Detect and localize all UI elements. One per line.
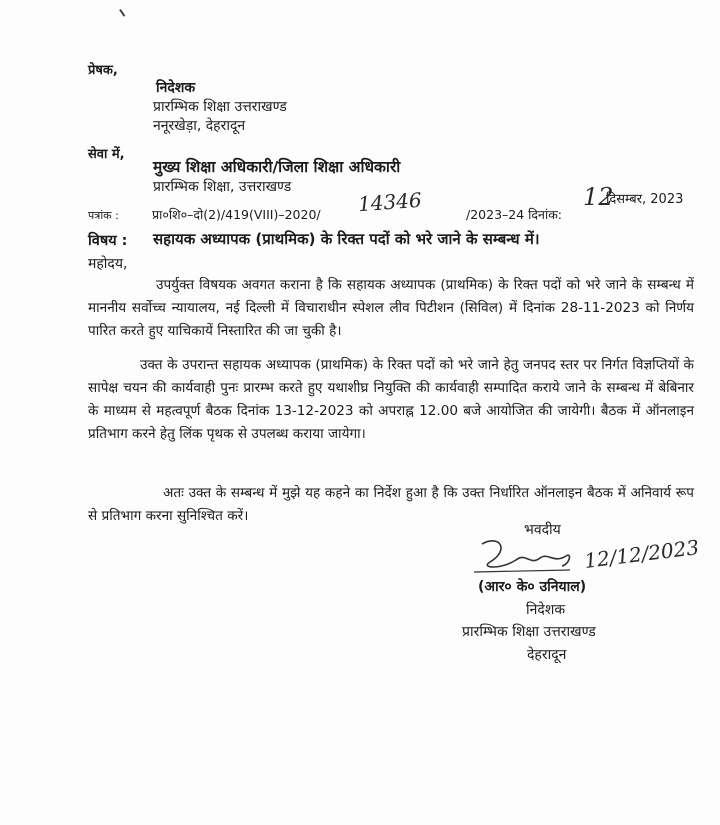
recipient-office: प्रारम्भिक शिक्षा, उत्तराखण्ड [153, 179, 292, 195]
sender-address: ननूरखेड़ा, देहरादून [153, 118, 246, 134]
reference-date: दिसम्बर, 2023 [606, 192, 684, 207]
sender-label: प्रेषक, [88, 63, 118, 78]
recipient-designation: मुख्य शिक्षा अधिकारी/जिला शिक्षा अधिकारी [153, 158, 401, 176]
signatory-name: (आर० के० उनियाल) [478, 579, 587, 595]
signature-scribble [470, 530, 580, 580]
subject-label: विषय : [88, 233, 128, 249]
body-paragraph-3: अतः उक्त के सम्बन्ध में मुझे यह कहने का निर्देश हुआ है कि उक्त निर्धारित ऑनलाइन बैठक में अनिवार्य रूप से प्रतिभाग करना सुनिश्चित करें। [88, 485, 694, 524]
reference-handwritten-number: 14346 [357, 187, 423, 217]
reference-year: /2023–24 दिनांक: [466, 207, 563, 222]
sender-office: प्रारम्भिक शिक्षा उत्तराखण्ड [153, 99, 287, 115]
signatory-office: प्रारम्भिक शिक्षा उत्तराखण्ड [462, 624, 596, 640]
recipient-label: सेवा में, [88, 147, 125, 162]
closing-yours: भवदीय [524, 522, 561, 538]
reference-label: पत्रांक : [88, 209, 119, 222]
body-paragraph-2: उक्त के उपरान्त सहायक अध्यापक (प्राथमिक) के रिक्त पदों को भरे जाने हेतु जनपद स्तर पर निर्गत विज्ञप्तियों के सापेक्ष चयन की कार्यवाही पुनः प्रारम्भ करते हुए यथाशीघ्र नियुक्ति की कार्यवाही सम्पादित कराये जाने के सम्बन्ध में बेबिनार के माध्यम से महत्वपूर्ण बैठक दिनांक 13-12-2023 को अपराह्न 12.00 बजे आयोजित की जायेगी। बैठक में ऑनलाइन प्रतिभाग करने हेतु लिंक पृथक से उपलब्ध कराया जायेगा। [88, 357, 694, 442]
signatory-city: देहरादून [527, 647, 567, 663]
reference-number: प्रा०शि०–दो(2)/419(VIII)–2020/ [152, 207, 321, 222]
signatory-designation: निदेशक [526, 602, 566, 618]
body-paragraph-1: उपर्युक्त विषयक अवगत कराना है कि सहायक अध्यापक (प्राथमिक) के रिक्त पदों को भरे जाने के सम्बन्ध में माननीय सर्वोच्च न्यायालय, नई दिल्ली में विचाराधीन स्पेशल लीव पिटीशन (सिविल) में दिनांक 28-11-2023 को निर्णय पारित करते हुए याचिकायें निस्तारित की जा चुकी है। [88, 277, 694, 339]
salutation: महोदय, [88, 256, 128, 272]
tick-mark [119, 7, 128, 16]
reference-handwritten-date: 12 [583, 183, 614, 211]
sender-designation: निदेशक [156, 80, 196, 96]
subject-text: सहायक अध्यापक (प्राथमिक) के रिक्त पदों को भरे जाने के सम्बन्ध में। [153, 230, 540, 248]
signature-date: 12/12/2023 [582, 535, 701, 573]
